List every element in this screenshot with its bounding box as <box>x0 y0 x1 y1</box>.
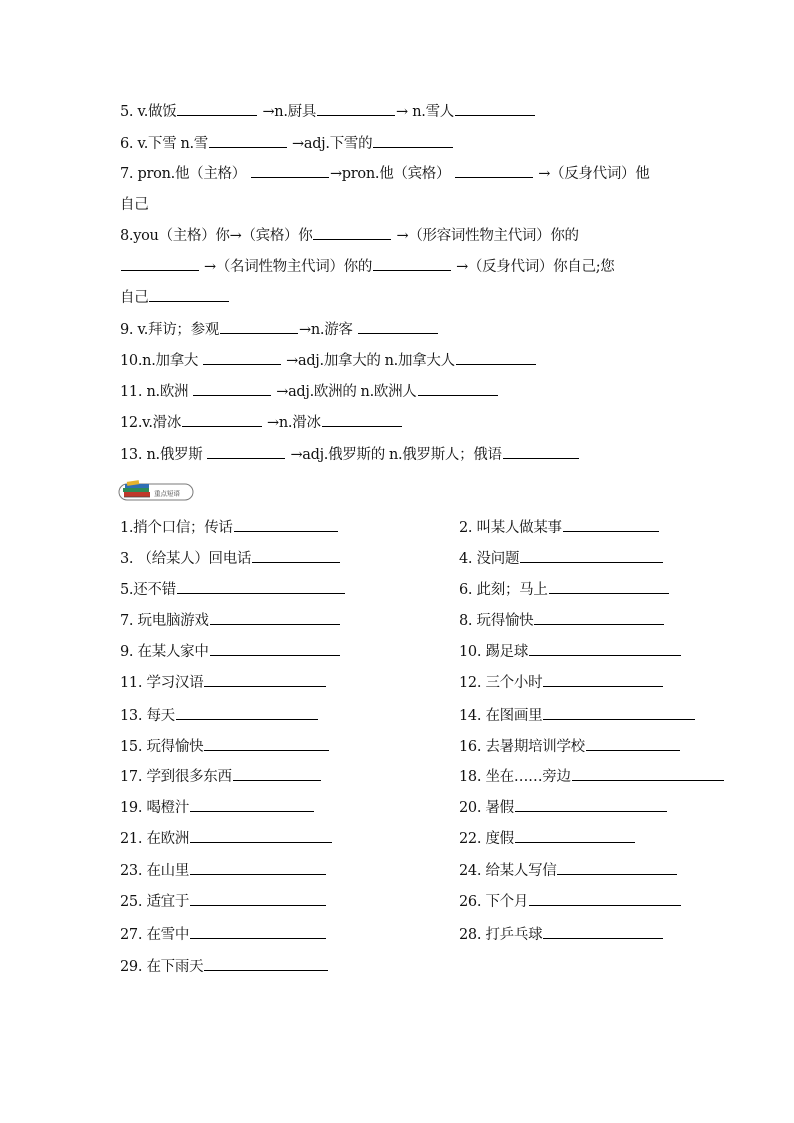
answer-blank[interactable] <box>207 457 285 459</box>
item-number: 13. n. <box>120 447 160 463</box>
phrase-item <box>120 892 327 912</box>
answer-blank[interactable] <box>234 530 338 532</box>
phrase-prompt: 21. 在欧洲 <box>120 831 190 847</box>
vocab-line-7-cont <box>120 195 680 215</box>
pos-label: n. <box>384 353 398 369</box>
word-prompt: 自己 <box>120 197 149 213</box>
word-prompt: 拜访；参观 <box>148 322 220 338</box>
phrase-item <box>459 642 682 662</box>
word-prompt: 加拿大 <box>155 353 199 369</box>
word-prompt: 加拿大的 <box>323 353 381 369</box>
phrase-prompt: 19. 喝橙汁 <box>120 800 190 816</box>
section-header-label: 重点短语 <box>154 489 180 498</box>
phrase-item <box>459 580 670 600</box>
phrase-prompt: 4. 没问题 <box>459 551 520 567</box>
word-prompt: 厨具 <box>287 104 317 120</box>
phrase-item <box>120 957 329 977</box>
answer-blank[interactable] <box>204 749 329 751</box>
answer-blank[interactable] <box>503 457 579 459</box>
phrase-prompt: 13. 每天 <box>120 708 175 724</box>
answer-blank[interactable] <box>251 176 329 178</box>
phrase-item <box>459 829 636 849</box>
answer-blank[interactable] <box>543 718 695 720</box>
phrase-item <box>120 549 341 569</box>
word-prompt: 欧洲的 <box>313 384 357 400</box>
answer-blank[interactable] <box>373 146 453 148</box>
phrase-item <box>459 861 678 881</box>
word-prompt: 滑冰 <box>152 415 182 431</box>
phrase-item <box>120 518 339 538</box>
item-number: 10.n. <box>120 353 156 369</box>
phrase-item <box>459 925 664 945</box>
phrase-item <box>120 861 327 881</box>
phrase-prompt: 26. 下个月 <box>459 894 529 910</box>
phrase-prompt: 7. 玩电脑游戏 <box>120 613 209 629</box>
item-number: 11. n. <box>120 384 160 400</box>
vocab-line-11 <box>120 382 680 402</box>
word-prompt: 他（主格） <box>174 166 246 182</box>
word-prompt: 滑冰 <box>292 415 321 431</box>
phrase-prompt: 15. 玩得愉快 <box>120 739 204 755</box>
vocab-line-13 <box>120 445 680 465</box>
phrase-item <box>459 673 664 693</box>
item-number: 6. v. <box>120 136 149 152</box>
word-prompt: 他（宾格） <box>379 166 451 182</box>
phrase-prompt: 27. 在雪中 <box>120 927 190 943</box>
phrase-prompt: 3. （给某人）回电话 <box>120 551 252 567</box>
answer-blank[interactable] <box>313 238 391 240</box>
phrase-item <box>459 706 696 726</box>
phrase-item <box>459 767 725 787</box>
phrase-item <box>459 611 665 631</box>
phrase-prompt: 2. 叫某人做某事 <box>459 520 562 536</box>
phrase-prompt: 28. 打乒乓球 <box>459 927 543 943</box>
answer-blank[interactable] <box>204 969 328 971</box>
word-prompt: 欧洲 <box>159 384 189 400</box>
phrase-item <box>120 642 341 662</box>
arrow-prompt: →n. <box>262 104 288 120</box>
word-prompt: 下雪的 <box>329 136 373 152</box>
phrase-item <box>120 706 319 726</box>
arrow-prompt: →（形容词性物主代词）你的 <box>396 228 579 244</box>
item-number: 7. pron. <box>120 166 175 182</box>
arrow-prompt: →adj. <box>290 447 329 463</box>
answer-blank[interactable] <box>190 937 326 939</box>
item-number: 9. v. <box>120 322 149 338</box>
phrase-item <box>459 518 660 538</box>
pos-label: n. <box>360 384 374 400</box>
answer-blank[interactable] <box>515 841 635 843</box>
word-prompt: （主格）你→（宾格）你 <box>158 228 313 244</box>
phrase-item <box>120 580 346 600</box>
answer-blank[interactable] <box>209 146 287 148</box>
phrase-item <box>459 549 664 569</box>
word-prompt: 俄罗斯 <box>159 447 203 463</box>
vocab-line-5 <box>120 102 680 122</box>
answer-blank[interactable] <box>317 114 395 116</box>
answer-blank[interactable] <box>177 114 257 116</box>
word-prompt: 做饭 <box>148 104 177 120</box>
answer-blank[interactable] <box>210 654 340 656</box>
answer-blank[interactable] <box>455 114 535 116</box>
answer-blank[interactable] <box>252 561 340 563</box>
answer-blank[interactable] <box>455 176 533 178</box>
answer-blank[interactable] <box>190 810 314 812</box>
word-prompt: 加拿大人 <box>397 353 455 369</box>
answer-blank[interactable] <box>515 810 667 812</box>
answer-blank[interactable] <box>563 530 659 532</box>
answer-blank[interactable] <box>220 332 298 334</box>
arrow-prompt: →n. <box>299 322 325 338</box>
vocab-line-12 <box>120 413 680 433</box>
answer-blank[interactable] <box>176 718 318 720</box>
vocab-line-10 <box>120 351 680 371</box>
phrase-prompt: 12. 三个小时 <box>459 675 543 691</box>
arrow-prompt: →adj. <box>292 136 330 152</box>
answer-blank[interactable] <box>373 269 451 271</box>
vocab-line-6 <box>120 134 680 154</box>
answer-blank[interactable] <box>520 561 663 563</box>
vocab-line-8 <box>120 226 680 246</box>
answer-blank[interactable] <box>358 332 438 334</box>
phrase-prompt: 5.还不错 <box>120 582 176 598</box>
answer-blank[interactable] <box>177 592 345 594</box>
book-stack-icon <box>118 480 194 502</box>
answer-blank[interactable] <box>418 394 498 396</box>
answer-blank[interactable] <box>193 394 271 396</box>
item-number: 5. v. <box>120 104 149 120</box>
phrase-item <box>459 798 668 818</box>
item-number: 8.you <box>120 228 159 244</box>
arrow-prompt: →pron. <box>329 166 380 182</box>
answer-blank[interactable] <box>204 685 326 687</box>
phrase-prompt: 16. 去暑期培训学校 <box>459 739 585 755</box>
phrase-item <box>120 611 341 631</box>
answer-blank[interactable] <box>322 425 402 427</box>
word-prompt: 雪人 <box>425 104 454 120</box>
phrase-prompt: 6. 此刻；马上 <box>459 582 548 598</box>
answer-blank[interactable] <box>572 779 724 781</box>
phrase-prompt: 24. 给某人写信 <box>459 863 557 879</box>
pos-label: n. <box>388 447 403 463</box>
answer-blank[interactable] <box>534 623 664 625</box>
phrase-prompt: 20. 暑假 <box>459 800 514 816</box>
vocab-line-9 <box>120 320 680 340</box>
arrow-prompt: →（反身代词）你自己;您 <box>456 259 615 275</box>
phrase-item <box>120 925 327 945</box>
word-prompt: 游客 <box>324 322 353 338</box>
answer-blank[interactable] <box>586 749 680 751</box>
answer-blank[interactable] <box>557 873 677 875</box>
arrow-prompt: →adj. <box>286 353 324 369</box>
phrase-item <box>120 673 327 693</box>
phrase-prompt: 8. 玩得愉快 <box>459 613 534 629</box>
phrase-prompt: 1.捎个口信；传话 <box>120 520 233 536</box>
answer-blank[interactable] <box>529 654 681 656</box>
answer-blank[interactable] <box>543 937 663 939</box>
answer-blank[interactable] <box>182 425 262 427</box>
answer-blank[interactable] <box>543 685 663 687</box>
arrow-prompt: →（反身代词）他 <box>538 166 650 182</box>
answer-blank[interactable] <box>210 623 340 625</box>
phrase-prompt: 22. 度假 <box>459 831 514 847</box>
vocab-line-7 <box>120 164 680 184</box>
phrase-item <box>120 829 333 849</box>
arrow-prompt: → n. <box>396 104 426 120</box>
word-prompt: 自己 <box>120 290 149 306</box>
word-prompt: 雪 <box>193 136 208 152</box>
answer-blank[interactable] <box>549 592 669 594</box>
phrase-item <box>120 767 322 787</box>
vocab-line-8-cont <box>120 257 680 277</box>
phrase-prompt: 10. 踢足球 <box>459 644 529 660</box>
phrase-prompt: 25. 适宜于 <box>120 894 190 910</box>
phrase-prompt: 17. 学到很多东西 <box>120 769 232 785</box>
answer-blank[interactable] <box>149 300 229 302</box>
answer-blank[interactable] <box>233 779 321 781</box>
phrase-prompt: 23. 在山里 <box>120 863 190 879</box>
phrase-item <box>459 892 682 912</box>
arrow-prompt: →（名词性物主代词）你的 <box>204 259 373 275</box>
answer-blank[interactable] <box>121 269 199 271</box>
phrase-prompt: 11. 学习汉语 <box>120 675 204 691</box>
phrase-item <box>459 737 681 757</box>
phrase-item <box>120 737 330 757</box>
word-prompt: 下雪 <box>148 136 177 152</box>
answer-blank[interactable] <box>190 904 326 906</box>
answer-blank[interactable] <box>456 363 536 365</box>
phrase-item <box>120 798 315 818</box>
phrase-prompt: 14. 在图画里 <box>459 708 543 724</box>
arrow-prompt: →n. <box>267 415 293 431</box>
answer-blank[interactable] <box>190 841 332 843</box>
phrase-prompt: 29. 在下雨天 <box>120 959 204 975</box>
answer-blank[interactable] <box>529 904 681 906</box>
answer-blank[interactable] <box>190 873 326 875</box>
word-prompt: 俄罗斯人；俄语 <box>402 447 502 463</box>
answer-blank[interactable] <box>203 363 281 365</box>
word-prompt: 俄罗斯的 <box>328 447 385 463</box>
vocab-line-8-cont2 <box>120 288 680 308</box>
word-prompt: 欧洲人 <box>373 384 417 400</box>
item-number: 12.v. <box>120 415 153 431</box>
phrase-prompt: 18. 坐在……旁边 <box>459 769 571 785</box>
phrase-prompt: 9. 在某人家中 <box>120 644 209 660</box>
arrow-prompt: →adj. <box>276 384 314 400</box>
pos-label: n. <box>180 136 194 152</box>
